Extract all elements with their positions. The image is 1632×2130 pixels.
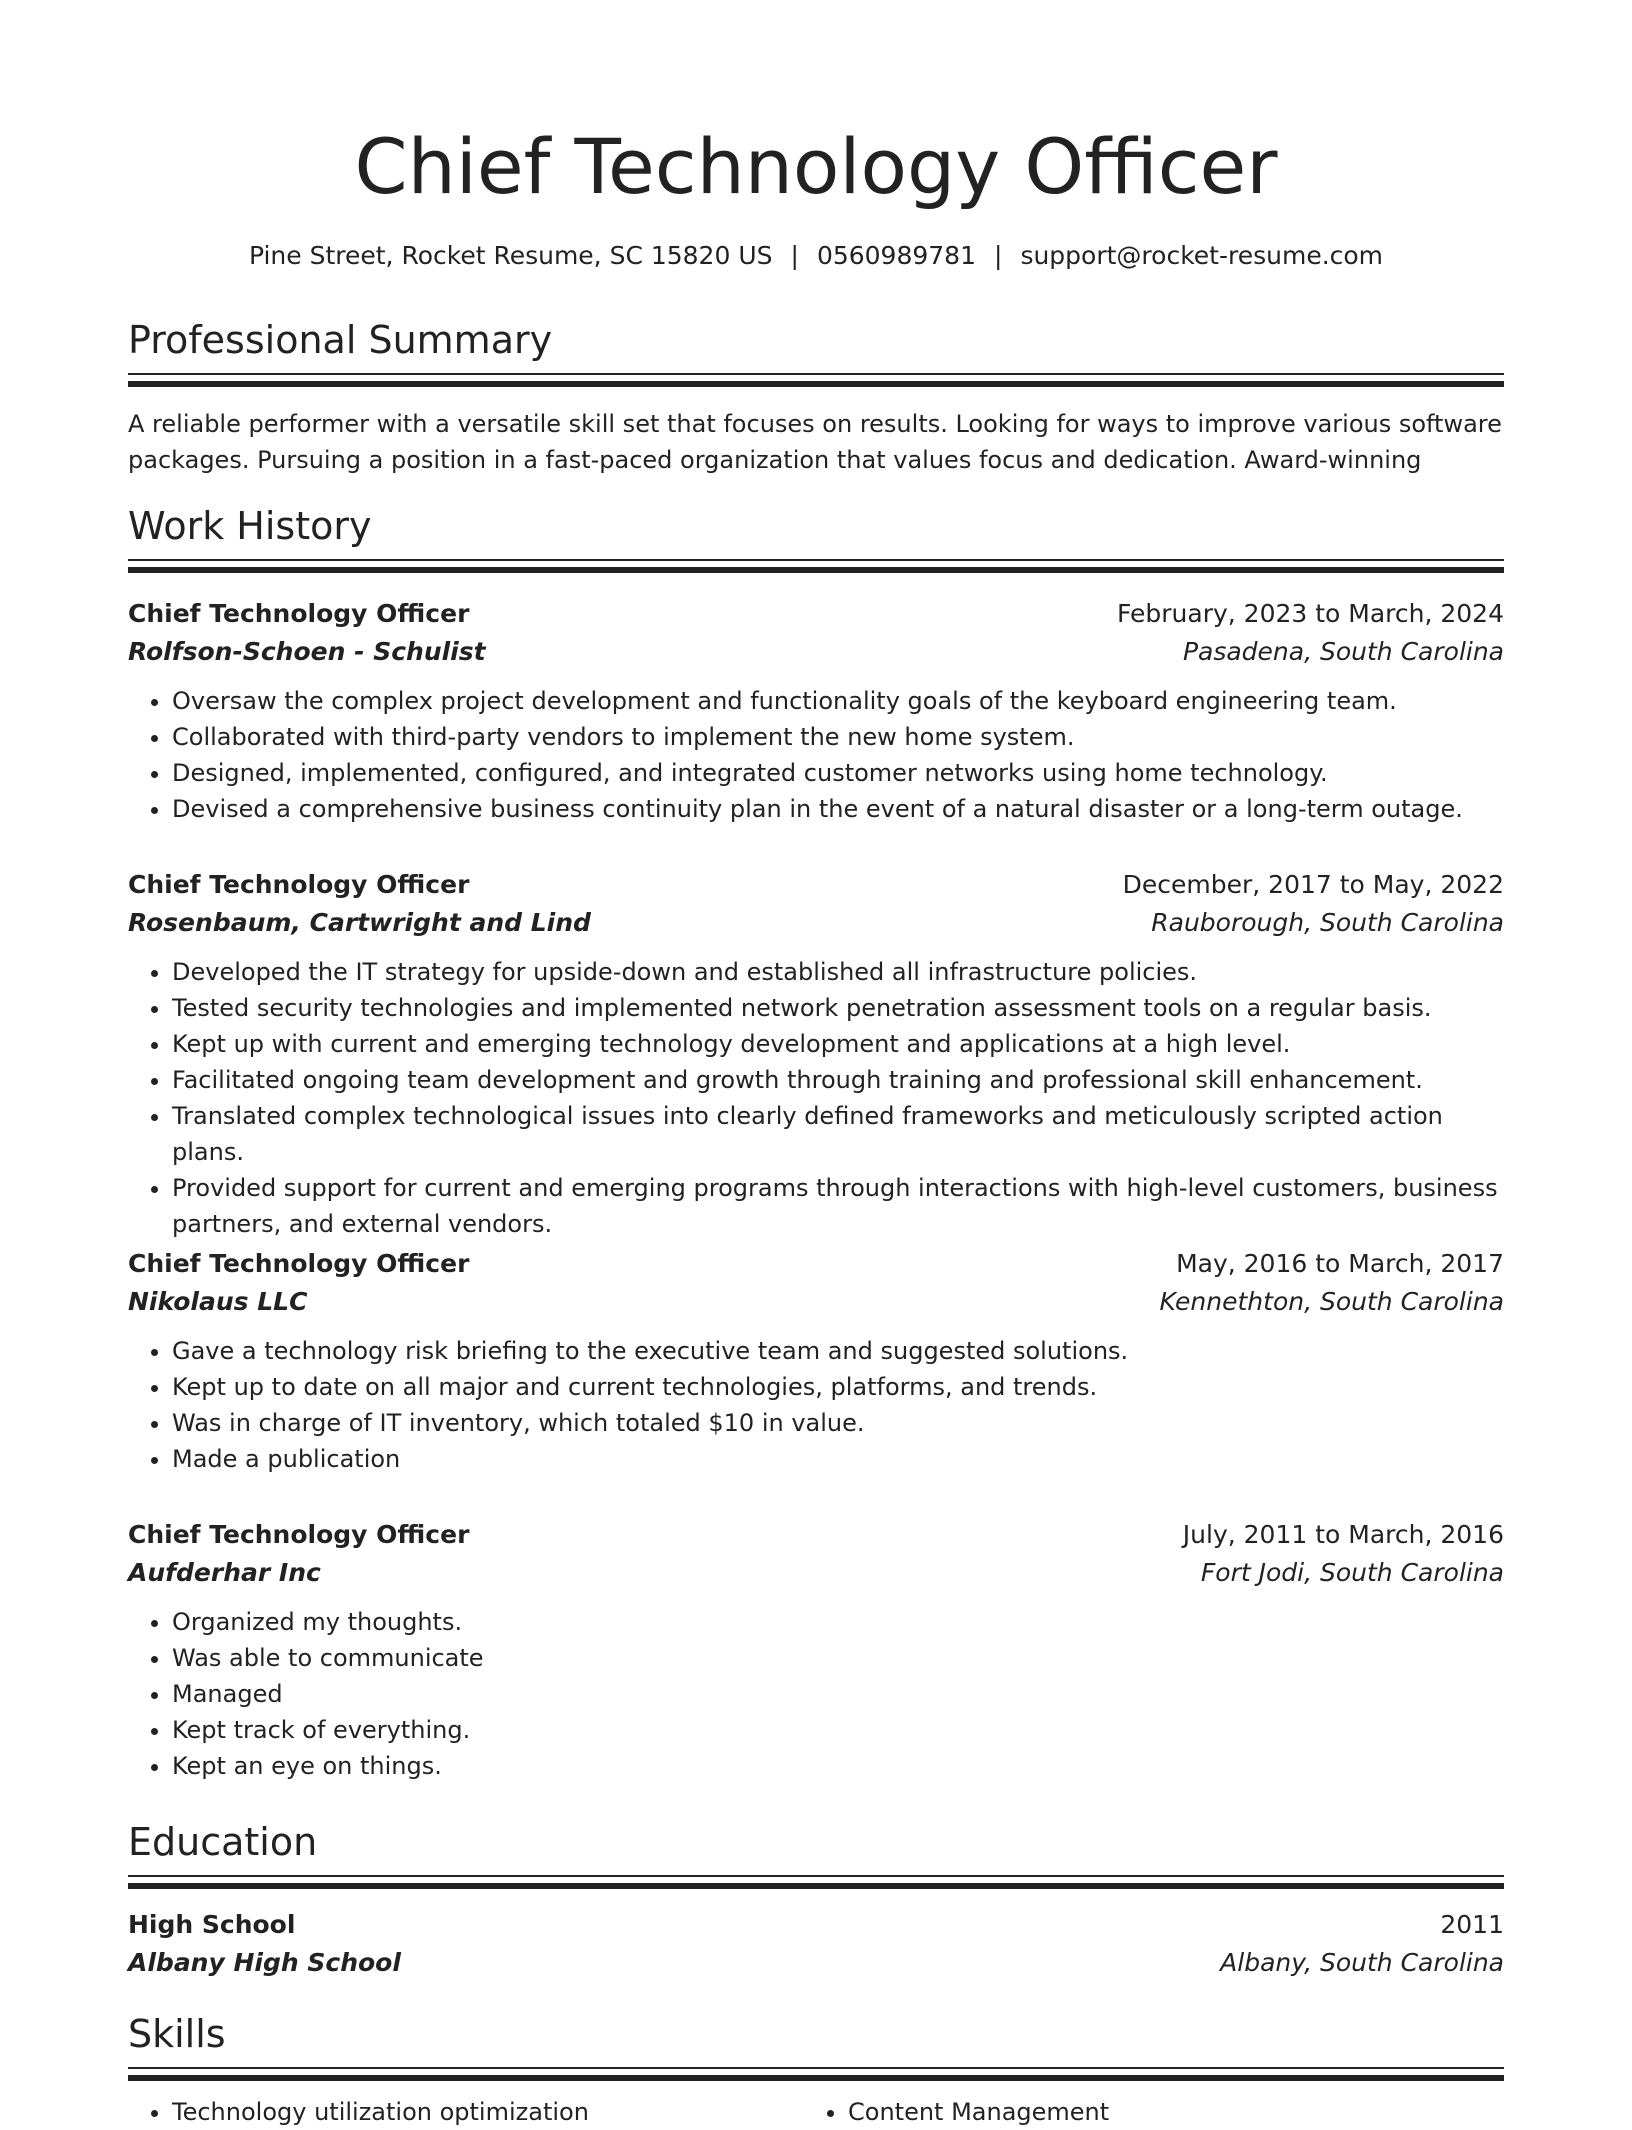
section-rule xyxy=(128,373,1504,387)
section-heading: Work History xyxy=(128,504,372,548)
job-bullet: • Kept up to date on all major and current technologies, platforms, and trends. xyxy=(172,1369,1504,1405)
job-bullet: • Provided support for current and emerging programs through interactions with high-level customers, business partners, and external vendors. xyxy=(172,1170,1504,1242)
job-company: Rolfson-Schoen - Schulist xyxy=(128,637,486,666)
job-company: Nikolaus LLC xyxy=(128,1287,308,1316)
job-location: Fort Jodi, South Carolina xyxy=(1200,1558,1504,1587)
job-location: Pasadena, South Carolina xyxy=(1182,637,1504,666)
job-header xyxy=(128,866,1504,904)
skills-list xyxy=(128,2094,1504,2130)
job-dates: December, 2017 to May, 2022 xyxy=(1122,870,1504,899)
job-bullet: • Kept track of everything. xyxy=(172,1712,1504,1748)
job-bullet: • Tested security technologies and implemented network penetration assessment tools on a regular basis. xyxy=(172,990,1504,1026)
job-company: Aufderhar Inc xyxy=(128,1558,321,1587)
section-work xyxy=(128,502,1504,550)
section-heading: Professional Summary xyxy=(128,318,553,362)
job-bullets xyxy=(128,683,1504,827)
job-bullet: • Was able to communicate xyxy=(172,1640,1504,1676)
contact-email: support@rocket-resume.com xyxy=(1020,241,1384,270)
job-bullet: • Made a publication xyxy=(172,1441,1504,1477)
job-bullets xyxy=(128,1604,1504,1784)
job-bullet: • Translated complex technological issues into clearly defined frameworks and meticulously scripted action plans. xyxy=(172,1098,1504,1170)
contact-separator: | xyxy=(994,241,1003,270)
job-dates: July, 2011 to March, 2016 xyxy=(1182,1520,1504,1549)
job-role: Chief Technology Officer xyxy=(128,1249,470,1278)
job-bullet: • Devised a comprehensive business continuity plan in the event of a natural disaster or a long-term outage. xyxy=(172,791,1504,827)
contact-phone: 0560989781 xyxy=(816,241,976,270)
skill-item: • Technology utilization optimization xyxy=(172,2094,804,2130)
education-school: Albany High School xyxy=(128,1948,401,1977)
job-entry xyxy=(128,1516,1504,1784)
contact-line xyxy=(128,240,1504,272)
section-rule xyxy=(128,1875,1504,1889)
job-bullet: • Gave a technology risk briefing to the executive team and suggested solutions. xyxy=(172,1333,1504,1369)
section-rule xyxy=(128,559,1504,573)
section-education xyxy=(128,1818,1504,1866)
job-dates: February, 2023 to March, 2024 xyxy=(1116,599,1504,628)
job-bullet: • Oversaw the complex project development and functionality goals of the keyboard engineering team. xyxy=(172,683,1504,719)
job-entry xyxy=(128,1245,1504,1477)
job-bullet: • Kept up with current and emerging technology development and applications at a high level. xyxy=(172,1026,1504,1062)
job-header xyxy=(128,1245,1504,1283)
summary-text: A reliable performer with a versatile skill set that focuses on results. Looking for ways to improve various software packages. Pursuing a position in a fast-paced organization that values focus and dedication. Award-winning xyxy=(128,410,1502,474)
job-location: Rauborough, South Carolina xyxy=(1151,908,1504,937)
education-degree: High School xyxy=(128,1910,296,1939)
resume-title: Chief Technology Officer xyxy=(354,122,1278,211)
job-dates: May, 2016 to March, 2017 xyxy=(1176,1249,1504,1278)
job-role: Chief Technology Officer xyxy=(128,599,470,628)
job-bullets xyxy=(128,1333,1504,1477)
job-bullet: • Kept an eye on things. xyxy=(172,1748,1504,1784)
contact-address: Pine Street, Rocket Resume, SC 15820 US xyxy=(248,241,773,270)
job-role: Chief Technology Officer xyxy=(128,1520,470,1549)
job-company: Rosenbaum, Cartwright and Lind xyxy=(128,908,591,937)
section-heading: Education xyxy=(128,1820,318,1864)
job-role: Chief Technology Officer xyxy=(128,870,470,899)
job-bullet: • Collaborated with third-party vendors to implement the new home system. xyxy=(172,719,1504,755)
education-header xyxy=(128,1906,1504,1944)
education-entry xyxy=(128,1906,1504,1982)
job-subheader xyxy=(128,904,1504,942)
skills-column-left xyxy=(128,2094,804,2130)
job-bullets xyxy=(128,954,1504,1242)
skills-column-right xyxy=(804,2094,1480,2130)
job-bullet: • Organized my thoughts. xyxy=(172,1604,1504,1640)
job-bullet: • Managed xyxy=(172,1676,1504,1712)
job-bullet: • Designed, implemented, configured, and integrated customer networks using home technology. xyxy=(172,755,1504,791)
job-header xyxy=(128,595,1504,633)
job-entry xyxy=(128,595,1504,827)
skill-item: • Content Management xyxy=(848,2094,1480,2130)
section-heading: Skills xyxy=(128,2012,226,2056)
section-skills xyxy=(128,2010,1504,2058)
education-year: 2011 xyxy=(1440,1910,1504,1939)
job-subheader xyxy=(128,633,1504,671)
job-subheader xyxy=(128,1554,1504,1592)
job-subheader xyxy=(128,1283,1504,1321)
job-location: Kennethton, South Carolina xyxy=(1159,1287,1504,1316)
section-summary xyxy=(128,316,1504,364)
section-rule xyxy=(128,2067,1504,2081)
job-bullet: • Was in charge of IT inventory, which totaled $10 in value. xyxy=(172,1405,1504,1441)
education-subheader xyxy=(128,1944,1504,1982)
education-location: Albany, South Carolina xyxy=(1220,1948,1504,1977)
contact-separator: | xyxy=(790,241,799,270)
job-entry xyxy=(128,866,1504,1242)
job-header xyxy=(128,1516,1504,1554)
job-bullet: • Facilitated ongoing team development and growth through training and professional skill enhancement. xyxy=(172,1062,1504,1098)
job-bullet: • Developed the IT strategy for upside-down and established all infrastructure policies. xyxy=(172,954,1504,990)
